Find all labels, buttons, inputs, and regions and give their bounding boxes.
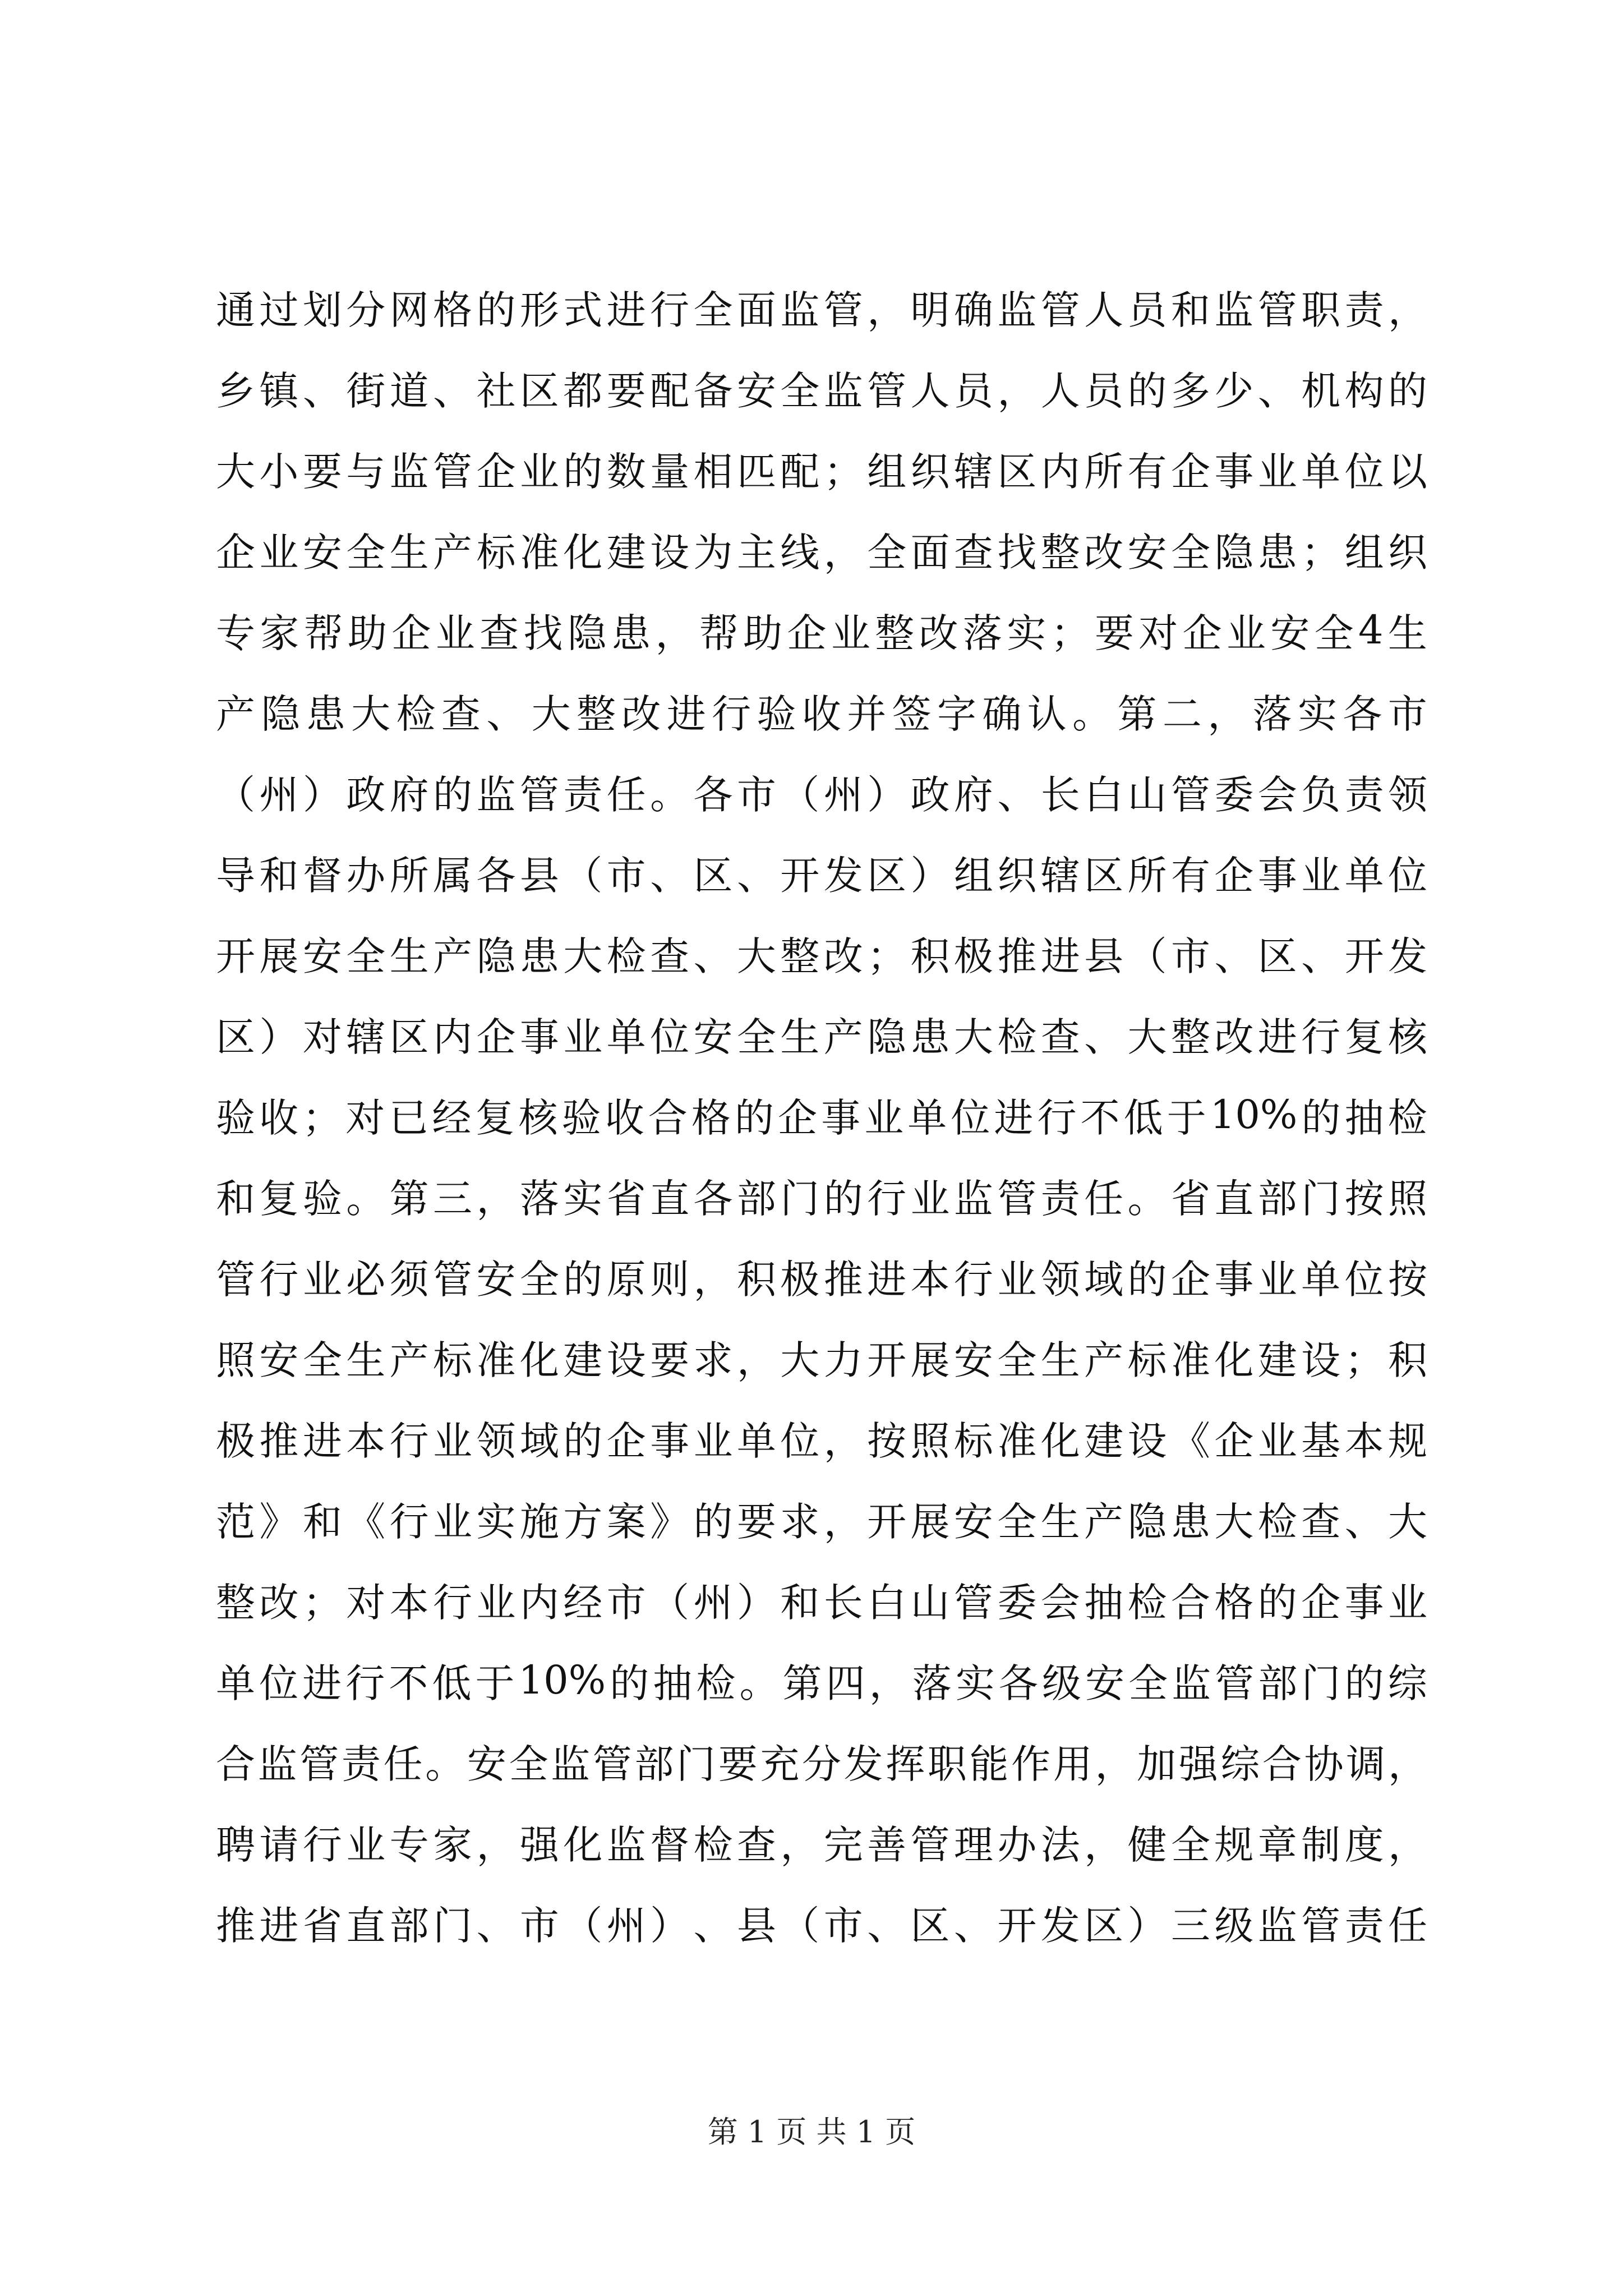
text-line: 照 安 全 生 产 标 准 化 建 设 要 求 ， 大 力 开 展 安 全 生 产 标 准 化 建 设 ； 积 bbox=[216, 1337, 1427, 1383]
text-line: 聘 请 行 业 专 家 ， 强 化 监 督 检 查 ， 完 善 管 理 办 法 ， 健 全 规 章 制 度 ， bbox=[216, 1821, 1427, 1868]
text-line: 和 复 验 。 第 三 ， 落 实 省 直 各 部 门 的 行 业 监 管 责 任 。 省 直 部 门 按 照 bbox=[216, 1175, 1427, 1222]
text-line: 管 行 业 必 须 管 安 全 的 原 则 ， 积 极 推 进 本 行 业 领 域 的 企 事 业 单 位 按 bbox=[216, 1256, 1427, 1303]
text-line: 开 展 安 全 生 产 隐 患 大 检 查 、 大 整 改 ； 积 极 推 进 县 （ 市 、 区 、 开 发 bbox=[216, 933, 1427, 979]
document-body bbox=[216, 266, 1427, 1963]
text-line: 整 改 ； 对 本 行 业 内 经 市 （ 州 ） 和 长 白 山 管 委 会 抽 检 合 格 的 企 事 业 bbox=[216, 1579, 1427, 1626]
text-line: 验 收 ； 对 已 经 复 核 验 收 合 格 的 企 事 业 单 位 进 行 不 低 于 10% 的 抽 检 bbox=[216, 1092, 1427, 1141]
text-line: 乡 镇 、 街 道 、 社 区 都 要 配 备 安 全 监 管 人 员 ， 人 员 的 多 少 、 机 构 的 bbox=[216, 367, 1427, 414]
text-line: 企 业 安 全 生 产 标 准 化 建 设 为 主 线 ， 全 面 查 找 整 改 安 全 隐 患 ； 组 织 bbox=[216, 529, 1427, 576]
text-line: 大 小 要 与 监 管 企 业 的 数 量 相 匹 配 ； 组 织 辖 区 内 所 有 企 事 业 单 位 以 bbox=[216, 448, 1427, 495]
text-line: 产 隐 患 大 检 查 、 大 整 改 进 行 验 收 并 签 字 确 认 。 第 二 ， 落 实 各 市 bbox=[216, 691, 1427, 737]
text-line: 通 过 划 分 网 格 的 形 式 进 行 全 面 监 管 ， 明 确 监 管 人 员 和 监 管 职 责 ， bbox=[216, 287, 1427, 333]
text-line: 范 》 和 《 行 业 实 施 方 案 》 的 要 求 ， 开 展 安 全 生 产 隐 患 大 检 查 、 大 bbox=[216, 1498, 1427, 1545]
text-line: 导 和 督 办 所 属 各 县 （ 市 、 区 、 开 发 区 ） 组 织 辖 区 所 有 企 事 业 单 位 bbox=[216, 852, 1427, 899]
text-line: 专 家 帮 助 企 业 查 找 隐 患 ， 帮 助 企 业 整 改 落 实 ； 要 对 企 业 安 全 4 生 bbox=[216, 607, 1427, 656]
text-line: 合 监 管 责 任 。 安 全 监 管 部 门 要 充 分 发 挥 职 能 作 用 ， 加 强 综 合 协 调 ， bbox=[216, 1741, 1427, 1787]
text-line: （ 州 ） 政 府 的 监 管 责 任 。 各 市 （ 州 ） 政 府 、 长 白 山 管 委 会 负 责 领 bbox=[216, 771, 1427, 818]
text-line: 推 进 省 直 部 门 、 市 （ 州 ） 、 县 （ 市 、 区 、 开 发 区 ） 三 级 监 管 责 任 bbox=[216, 1902, 1427, 1949]
text-line: 极 推 进 本 行 业 领 域 的 企 事 业 单 位 ， 按 照 标 准 化 建 设 《 企 业 基 本 规 bbox=[216, 1418, 1427, 1464]
page-footer: 第 1 页 共 1 页 bbox=[707, 2114, 916, 2150]
text-line: 区 ） 对 辖 区 内 企 事 业 单 位 安 全 生 产 隐 患 大 检 查 、 大 整 改 进 行 复 核 bbox=[216, 1014, 1427, 1060]
text-line: 单 位 进 行 不 低 于 10% 的 抽 检 。 第 四 ， 落 实 各 级 安 全 监 管 部 门 的 综 bbox=[216, 1657, 1427, 1706]
